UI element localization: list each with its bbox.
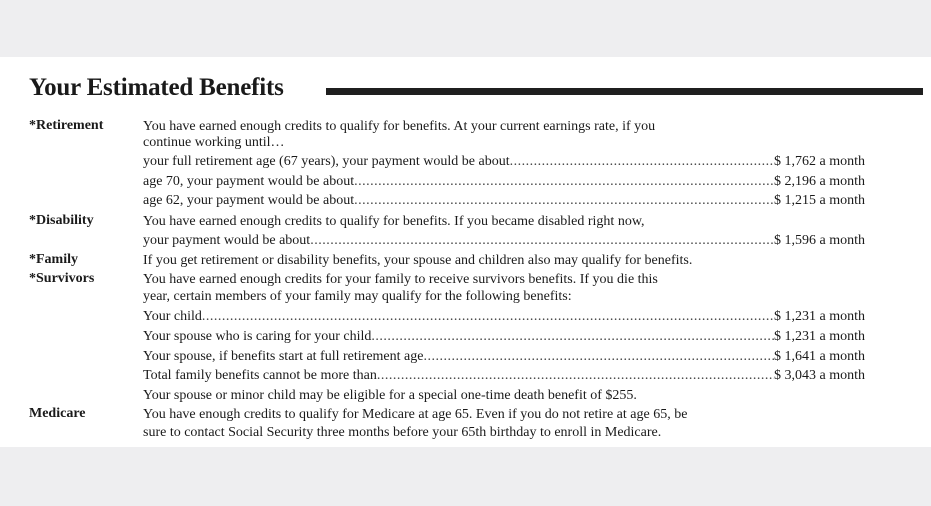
row-label: age 70, your payment would be about (143, 174, 355, 189)
row-amount: $ 3,043 a month (774, 368, 865, 383)
medicare-text-line-1: You have enough credits to qualify for Medicare at age 65. Even if you do not retire at age 65, be (143, 407, 688, 422)
leader-dots (354, 173, 774, 191)
leader-dots (510, 153, 774, 171)
row-label: Total family benefits cannot be more than (143, 368, 377, 383)
benefits-document (0, 57, 931, 447)
retirement-row-age-70 (143, 173, 886, 191)
leader-dots (423, 348, 774, 366)
disability-row (143, 232, 886, 250)
top-background (0, 0, 931, 57)
disability-label: *Disability (29, 213, 94, 228)
retirement-intro-line-1: You have earned enough credits to qualify for benefits. At your current earnings rate, if you (143, 119, 656, 134)
row-amount: $ 1,762 a month (774, 154, 865, 169)
row-label: your payment would be about (143, 233, 311, 248)
disability-intro: You have earned enough credits to qualify for benefits. If you became disabled right now, (143, 214, 645, 229)
row-label: your full retirement age (67 years), your payment would be about (143, 154, 510, 169)
title-rule (326, 88, 923, 95)
leader-dots (371, 328, 774, 346)
survivors-intro-line-1: You have earned enough credits for your family to receive survivors benefits. If you die this (143, 272, 658, 287)
survivors-row-total (143, 367, 886, 385)
retirement-label: *Retirement (29, 118, 104, 133)
row-label: Your child (143, 309, 202, 324)
page-title: Your Estimated Benefits (29, 74, 284, 101)
family-label: *Family (29, 252, 78, 267)
row-label: Your spouse, if benefits start at full retirement age (143, 349, 424, 364)
row-amount: $ 1,641 a month (774, 349, 865, 364)
row-label: Your spouse who is caring for your child (143, 329, 372, 344)
medicare-text-line-2: sure to contact Social Security three months before your 65th birthday to enroll in Medicare. (143, 425, 662, 440)
family-text: If you get retirement or disability benefits, your spouse and children also may qualify for benefits. (143, 253, 693, 268)
retirement-row-age-62 (143, 192, 886, 210)
bottom-background (0, 447, 931, 506)
survivors-row-spouse-full-age (143, 348, 886, 366)
row-amount: $ 2,196 a month (774, 174, 865, 189)
leader-dots (310, 232, 774, 250)
medicare-label: Medicare (29, 406, 86, 421)
row-label: age 62, your payment would be about (143, 193, 355, 208)
row-amount: $ 1,231 a month (774, 309, 865, 324)
retirement-row-full-age (143, 153, 886, 171)
survivors-intro-line-2: year, certain members of your family may qualify for the following benefits: (143, 289, 572, 304)
survivors-row-spouse-caring (143, 328, 886, 346)
survivors-row-child (143, 308, 886, 326)
row-amount: $ 1,596 a month (774, 233, 865, 248)
row-amount: $ 1,231 a month (774, 329, 865, 344)
leader-dots (377, 367, 774, 385)
retirement-intro-line-2: continue working until… (143, 135, 285, 150)
survivors-note: Your spouse or minor child may be eligible for a special one-time death benefit of $255. (143, 388, 637, 403)
leader-dots (354, 192, 774, 210)
survivors-label: *Survivors (29, 271, 95, 286)
row-amount: $ 1,215 a month (774, 193, 865, 208)
leader-dots (202, 308, 774, 326)
